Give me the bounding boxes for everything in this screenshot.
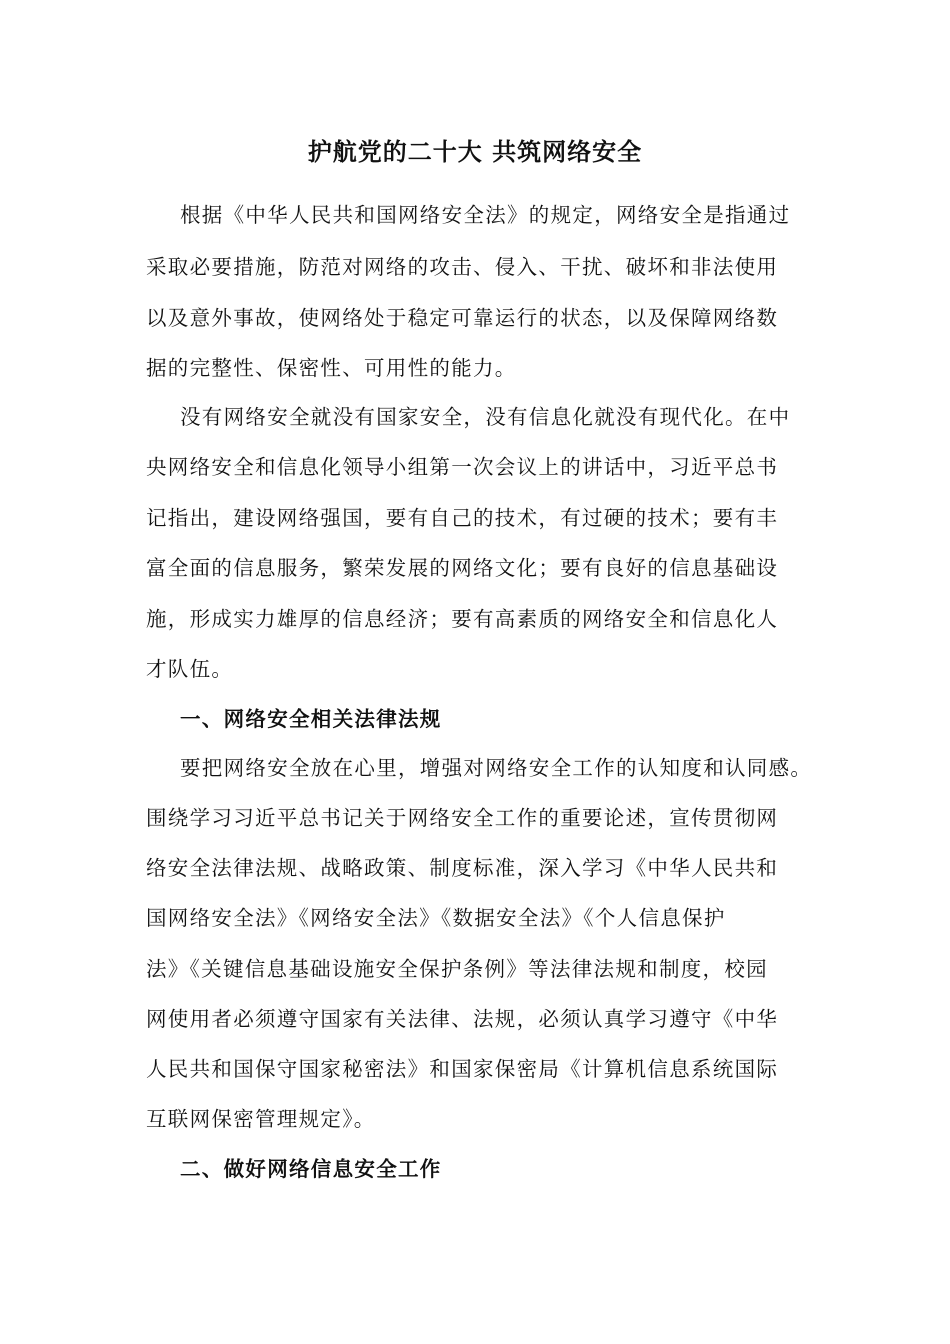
section-heading-1: 一、网络安全相关法律法规: [180, 707, 442, 731]
paragraph-2-line-1: 没有网络安全就没有国家安全，没有信息化就没有现代化。在中: [180, 405, 791, 429]
paragraph-3-line-7: 人民共和国保守国家秘密法》和国家保密局《计算机信息系统国际: [146, 1057, 779, 1081]
paragraph-2-line-5: 施，形成实力雄厚的信息经济；要有高素质的网络安全和信息化人: [146, 607, 779, 631]
paragraph-2-line-4: 富全面的信息服务，繁荣发展的网络文化；要有良好的信息基础设: [146, 556, 779, 580]
paragraph-1-line-2: 采取必要措施，防范对网络的攻击、侵入、干扰、破坏和非法使用: [146, 255, 779, 279]
paragraph-3-line-3: 络安全法律法规、战略政策、制度标准，深入学习《中华人民共和: [146, 856, 779, 880]
paragraph-3-line-1: 要把网络安全放在心里，增强对网络安全工作的认知度和认同感。: [180, 756, 813, 780]
document-title: 护航党的二十大 共筑网络安全: [307, 137, 643, 166]
paragraph-3-line-6: 网使用者必须遵守国家有关法律、法规，必须认真学习遵守《中华: [146, 1007, 779, 1031]
paragraph-2-line-3: 记指出，建设网络强国，要有自己的技术，有过硬的技术；要有丰: [146, 506, 779, 530]
paragraph-3-line-5: 法》《关键信息基础设施安全保护条例》等法律法规和制度，校园: [146, 957, 768, 981]
paragraph-1-line-3: 以及意外事故，使网络处于稳定可靠运行的状态，以及保障网络数: [146, 306, 779, 330]
paragraph-2-line-2: 央网络安全和信息化领导小组第一次会议上的讲话中，习近平总书: [146, 455, 779, 479]
paragraph-1-line-4: 据的完整性、保密性、可用性的能力。: [146, 356, 517, 380]
paragraph-3-line-4: 国网络安全法》《网络安全法》《数据安全法》《个人信息保护: [146, 906, 726, 930]
paragraph-1-line-1: 根据《中华人民共和国网络安全法》的规定，网络安全是指通过: [180, 203, 791, 227]
paragraph-2-line-6: 才队伍。: [146, 657, 234, 681]
section-heading-2: 二、做好网络信息安全工作: [180, 1157, 442, 1181]
paragraph-3-line-8: 互联网保密管理规定》。: [146, 1107, 376, 1131]
paragraph-3-line-2: 围绕学习习近平总书记关于网络安全工作的重要论述，宣传贯彻网: [146, 806, 779, 830]
